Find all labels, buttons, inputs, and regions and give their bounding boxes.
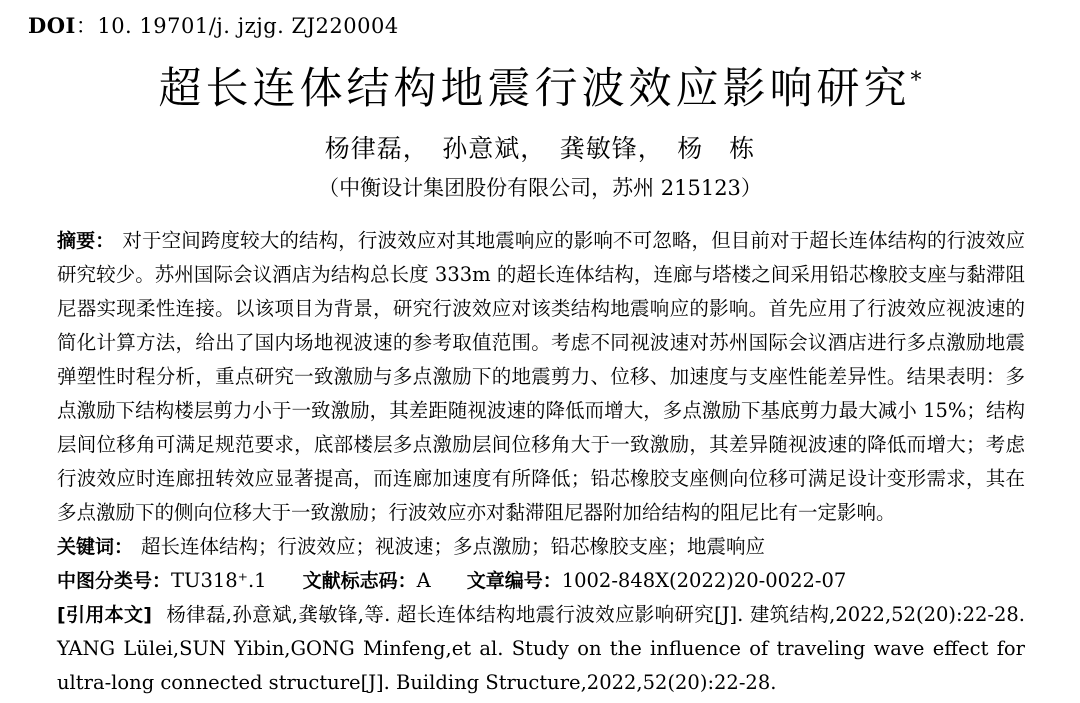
doi-line [28, 14, 1080, 38]
citation-text: 杨律磊,孙意斌,龚敏锋,等. 超长连体结构地震行波效应影响研究[J]. 建筑结构,2022,52(20):22-28. YANG Lülei,SUN Yibin,GONG Minfeng,et al. Study on the influence of traveling wave effect for ultra-long connected structure[J]. Building Structure,2022,52(20):22-28. [57, 603, 1025, 694]
title-footnote-marker: * [910, 68, 922, 94]
paper-title [40, 62, 1040, 116]
classification-line [57, 564, 1025, 598]
clc-number-item [57, 569, 267, 592]
document-code-item [303, 569, 431, 592]
keywords-line [57, 530, 1025, 564]
citation-label: [引用本文] [57, 604, 152, 626]
article-id-label: 文章编号： [466, 570, 562, 592]
doi-value: ：10. 19701/j. jzjg. ZJ220004 [75, 14, 399, 38]
paper-title-text: 超长连体结构地震行波效应影响研究 [158, 64, 911, 114]
article-id-item [467, 569, 847, 592]
keywords-text: 超长连体结构；行波效应；视波速；多点激励；铅芯橡胶支座；地震响应 [141, 535, 766, 558]
authors-line: 杨律磊， 孙意斌， 龚敏锋， 杨 栋 [324, 134, 756, 163]
keywords-label: 关键词： [57, 536, 134, 558]
abstract-label: 摘要： [57, 230, 115, 252]
document-code-value: A [416, 569, 431, 592]
document-code-label: 文献标志码： [302, 570, 417, 592]
affiliation-line: （中衡设计集团股份有限公司，苏州 215123） [318, 176, 762, 200]
doi-label: DOI [28, 13, 76, 38]
article-id-value: 1002-848X(2022)20-0022-07 [561, 569, 847, 592]
clc-number-value: TU318⁺.1 [171, 569, 267, 592]
abstract-text: 对于空间跨度较大的结构，行波效应对其地震响应的影响不可忽略，但目前对于超长连体结构的行波效应研究较少。苏州国际会议酒店为结构总长度 333m 的超长连体结构，连廊与塔楼之间采用铅芯橡胶支座与黏滞阻尼器实现柔性连接。以该项目为背景，研究行波效应对该类结构地震响应的影响。首先应用了行波效应视波速的简化计算方法，给出了国内场地视波速的参考取值范围。考虑不同视波速对苏州国际会议酒店进行多点激励地震弹塑性时程分析，重点研究一致激励与多点激励下的地震剪力、位移、加速度与支座性能差异性。结果表明：多点激励下结构楼层剪力小于一致激励，其差距随视波速的降低而增大，多点激励下基底剪力最大减小 15%；结构层间位移角可满足规范要求，底部楼层多点激励层间位移角大于一致激励，其差异随视波速的降低而增大；考虑行波效应时连廊扭转效应显著提高，而连廊加速度有所降低；铅芯橡胶支座侧向位移可满足设计变形需求，其在多点激励下的侧向位移大于一致激励；行波效应亦对黏滞阻尼器附加给结构的阻尼比有一定影响。 [57, 229, 1025, 524]
abstract-paragraph [57, 224, 1025, 530]
citation-paragraph [57, 598, 1025, 700]
clc-number-label: 中图分类号： [57, 570, 172, 592]
